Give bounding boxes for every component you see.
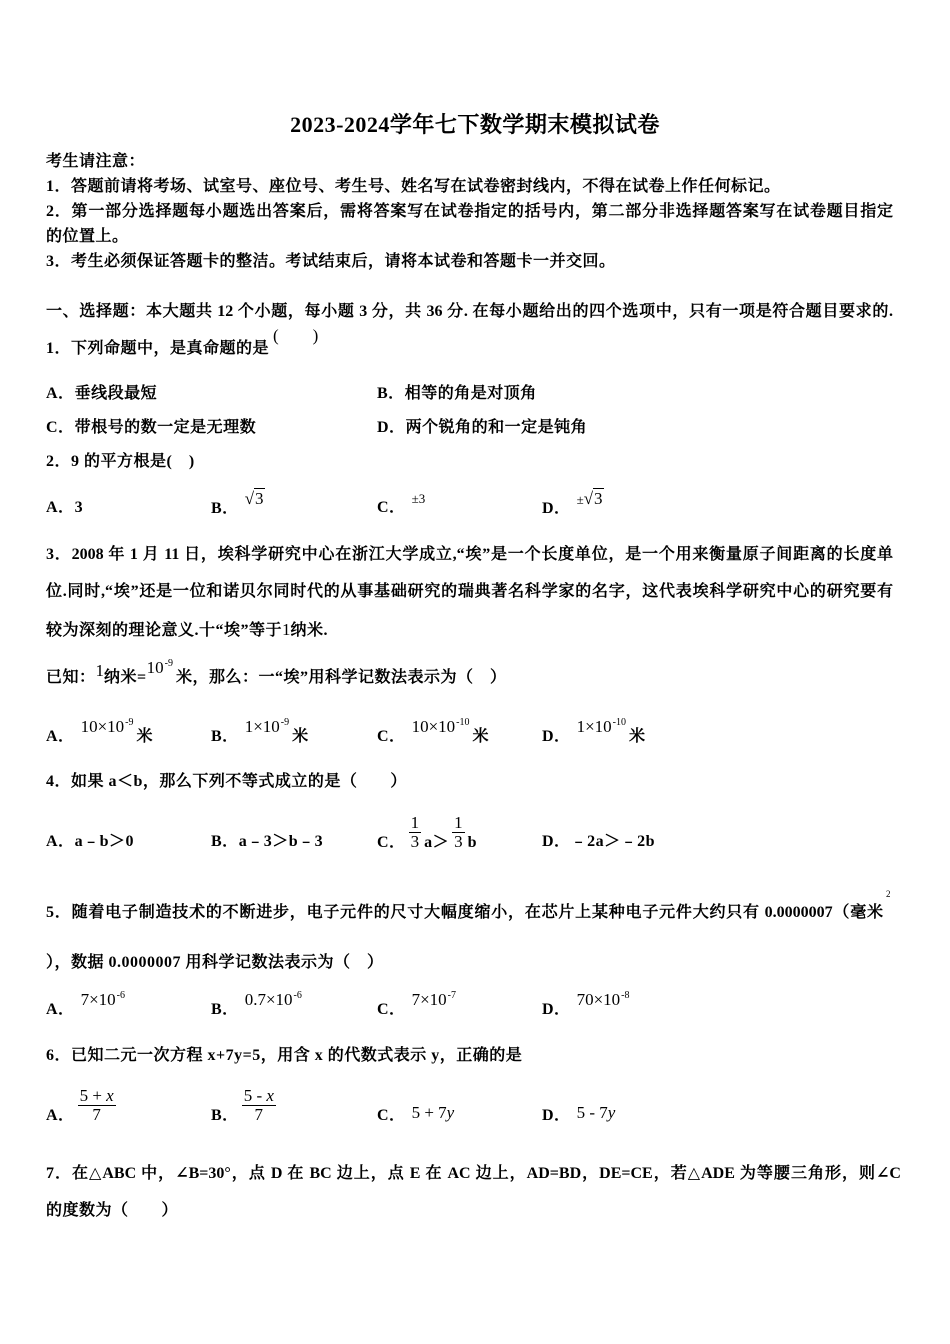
numerator-text: 5 +	[79, 1086, 107, 1105]
expression	[412, 1103, 455, 1122]
question-4-stem: 4．如果 a＜b，那么下列不等式成立的是（ ）	[46, 773, 407, 790]
option-label: D．	[542, 728, 571, 745]
mantissa: 70×10	[576, 990, 621, 1009]
plus-minus-sign: ±	[576, 492, 584, 507]
given-suffix: 米，那么：一“埃”用科学记数法表示为（ ）	[175, 669, 507, 686]
scientific-notation	[412, 717, 470, 736]
option-label: C．	[377, 499, 406, 516]
unit: 米	[292, 728, 309, 745]
question-3-option-d	[542, 717, 646, 749]
question-4-option-c	[377, 814, 477, 853]
fraction	[78, 1087, 116, 1124]
scientific-notation	[81, 717, 134, 736]
scientific-notation	[412, 990, 456, 1009]
expression	[577, 1103, 616, 1122]
question-5-option-b	[211, 990, 302, 1022]
power-base: 10	[146, 658, 164, 677]
radicand: 3	[255, 489, 264, 508]
question-5-option-c	[377, 990, 456, 1022]
fraction	[452, 814, 465, 851]
question-2-option-b	[211, 489, 265, 519]
option-label: C．	[377, 834, 406, 851]
given-prefix: 已知：	[46, 669, 96, 686]
question-6-option-d	[542, 1105, 615, 1126]
option-label: B．	[211, 1001, 239, 1018]
option-label: A．	[46, 728, 75, 745]
exponent: -6	[116, 990, 125, 1001]
question-2-option-c	[377, 491, 426, 518]
option-value: ±3	[411, 491, 426, 506]
option-label: B．	[211, 833, 239, 850]
exponent: -8	[621, 990, 630, 1001]
option-label: C．	[377, 728, 406, 745]
exponent: -9	[125, 717, 134, 728]
option-label: B．	[211, 500, 239, 517]
exponent: -10	[612, 717, 626, 728]
question-6-options	[46, 1086, 906, 1125]
radical-sign: √	[583, 489, 594, 508]
question-2-options	[46, 489, 906, 518]
question-3-options	[46, 717, 906, 746]
variable: y	[446, 1103, 455, 1122]
mantissa: 10×10	[411, 717, 456, 736]
mantissa: 10×10	[80, 717, 125, 736]
mantissa: 7×10	[80, 990, 116, 1009]
option-label: A．	[46, 1107, 75, 1124]
notice-line-3: 3．考生必须保证答题卡的整洁。考试结束后，请将本试卷和答题卡一并交回。	[46, 253, 616, 270]
question-1-text: 1．下列命题中，是真命题的是	[46, 340, 270, 357]
answer-blank: ( )	[273, 326, 319, 345]
option-label: A．	[46, 499, 75, 516]
question-1-option-b	[377, 384, 537, 404]
line-text: 较为深刻的理论意义.十“埃”等于	[46, 622, 283, 639]
mantissa: 1×10	[244, 717, 280, 736]
question-7-line-1: 7．在△ABC 中，∠B=30°，点 D 在 BC 边上，点 E 在 AC 边上，AD=BD，DE=CE，若△ADE 为等腰三角形，则∠C	[46, 1165, 901, 1182]
plus-minus-square-root-expression	[577, 489, 604, 508]
option-label: C．	[377, 1001, 406, 1018]
power-exponent: -9	[164, 658, 173, 669]
question-2-option-d	[542, 489, 604, 519]
numerator	[78, 1087, 116, 1105]
given-middle: 纳米=	[104, 669, 147, 686]
radical-sign: √	[244, 489, 255, 508]
option-text: 两个锐角的和一定是钝角	[405, 419, 588, 436]
option-text: 相等的角是对顶角	[404, 385, 537, 402]
question-6-option-b	[211, 1087, 279, 1126]
notice-heading: 考生请注意：	[46, 153, 146, 170]
unit: 米	[472, 728, 490, 745]
numerator-text: 5 -	[243, 1086, 267, 1105]
question-3-given	[46, 658, 507, 687]
mantissa: 0.7×10	[244, 990, 293, 1009]
question-6-option-c	[377, 1105, 454, 1126]
option-label: C．	[46, 419, 75, 436]
question-6-stem: 6．已知二元一次方程 x+7y=5，用含 x 的代数式表示 y，正确的是	[46, 1047, 523, 1064]
question-5-options	[46, 990, 906, 1019]
question-5-option-d	[542, 990, 630, 1022]
option-label: C．	[377, 1107, 406, 1124]
expression-text: 5 - 7	[576, 1103, 608, 1122]
unit: 米	[136, 728, 154, 745]
fraction	[242, 1087, 276, 1124]
question-5-line-1: 5．随着电子制造技术的不断进步，电子元件的尺寸大幅度缩小，在芯片上某种电子元件大约只有 0.0000007（毫米	[46, 904, 883, 921]
mantissa: 1×10	[576, 717, 612, 736]
scientific-notation	[245, 990, 302, 1009]
option-text: a＞	[424, 834, 450, 851]
question-5-line-2: ），数据 0.0000007 用科学记数法表示为（ ）	[46, 954, 384, 971]
question-4-option-b	[211, 832, 323, 852]
option-label: A．	[46, 833, 75, 850]
option-label: A．	[46, 385, 75, 402]
math-number: 1	[282, 620, 291, 639]
question-1-option-d	[377, 418, 587, 438]
scientific-notation	[577, 717, 626, 736]
question-4-option-d	[542, 832, 655, 852]
exponent: -6	[293, 990, 302, 1001]
exponent: -7	[447, 990, 456, 1001]
question-1-options-row-1	[46, 384, 906, 404]
square-root-expression	[245, 489, 265, 508]
question-3-line-2: 位.同时,“埃”还是一位和诺贝尔同时代的从事基础研究的瑞典著名科学家的名字，这代表埃科学研究中心的研究要有	[46, 583, 893, 600]
option-label: B．	[377, 385, 405, 402]
option-label: B．	[211, 728, 239, 745]
line-text: 纳米.	[290, 622, 329, 639]
exponent: -9	[280, 717, 290, 728]
exam-title: 2023-2024学年七下数学期末模拟试卷	[290, 112, 660, 137]
option-text: a﹣3＞b﹣3	[238, 833, 324, 850]
question-1-option-c	[46, 418, 256, 438]
option-label: D．	[377, 419, 406, 436]
question-2-stem: 2．9 的平方根是( )	[46, 453, 195, 470]
option-text: a﹣b＞0	[74, 833, 134, 850]
numerator	[242, 1087, 276, 1105]
denominator: 7	[78, 1105, 116, 1124]
option-text: 垂线段最短	[74, 385, 158, 402]
notice-line-2: 2．第一部分选择题每小题选出答案后，需将答案写在试卷指定的括号内，第二部分非选择题答案写在试卷题目指定	[46, 203, 893, 220]
scientific-notation	[81, 990, 125, 1009]
question-3-option-b	[211, 717, 309, 749]
numerator: 1	[410, 813, 420, 832]
question-2-option-a	[46, 498, 83, 518]
math-number: 1	[95, 661, 105, 680]
option-label: D．	[542, 500, 571, 517]
scientific-notation	[577, 990, 630, 1009]
option-text: ﹣2a＞﹣2b	[570, 833, 655, 850]
option-label: B．	[211, 1107, 239, 1124]
power-expression	[147, 658, 173, 677]
option-text: b	[467, 834, 477, 851]
question-1-stem	[46, 326, 319, 358]
option-label: A．	[46, 1001, 75, 1018]
denominator: 7	[242, 1105, 276, 1124]
option-label: D．	[542, 1107, 571, 1124]
variable: x	[106, 1086, 114, 1105]
denominator: 3	[410, 832, 420, 851]
variable: x	[266, 1086, 274, 1105]
exponent: -10	[456, 717, 470, 728]
question-1-option-a	[46, 384, 157, 404]
question-3-option-a	[46, 717, 154, 749]
option-value: 3	[74, 499, 84, 516]
fraction	[409, 814, 422, 851]
expression-text: 5 + 7	[411, 1103, 447, 1122]
option-text: 带根号的数一定是无理数	[74, 419, 257, 436]
notice-line-1: 1．答题前请将考场、试室号、座位号、考生号、姓名写在试卷密封线内，不得在试卷上作任何标记。	[46, 178, 781, 195]
notice-line-2-continued: 的位置上。	[46, 228, 129, 245]
question-5-option-a	[46, 990, 125, 1022]
denominator: 3	[454, 832, 463, 851]
question-4-option-a	[46, 832, 134, 852]
question-3-option-c	[377, 717, 490, 749]
question-6-option-a	[46, 1087, 119, 1126]
option-label: D．	[542, 833, 571, 850]
radicand: 3	[594, 489, 603, 508]
question-1-options-row-2	[46, 418, 906, 438]
option-label: D．	[542, 1001, 571, 1018]
question-7-line-2: 的度数为（ ）	[46, 1202, 179, 1219]
numerator: 1	[454, 813, 463, 832]
scientific-notation	[245, 717, 289, 736]
unit: 米	[629, 728, 646, 745]
mantissa: 7×10	[411, 990, 447, 1009]
question-3-line-3	[46, 620, 328, 640]
square-superscript: 2	[886, 889, 891, 899]
section-heading: 一、选择题：本大题共 12 个小题，每小题 3 分，共 36 分. 在每小题给出的四个选项中，只有一项是符合题目要求的.	[46, 303, 893, 320]
question-3-line-1: 3．2008 年 1 月 11 日，埃科学研究中心在浙江大学成立,“埃”是一个长度单位，是一个用来衡量原子间距离的长度单	[46, 546, 893, 563]
variable: y	[607, 1103, 616, 1122]
question-4-options	[46, 813, 906, 852]
